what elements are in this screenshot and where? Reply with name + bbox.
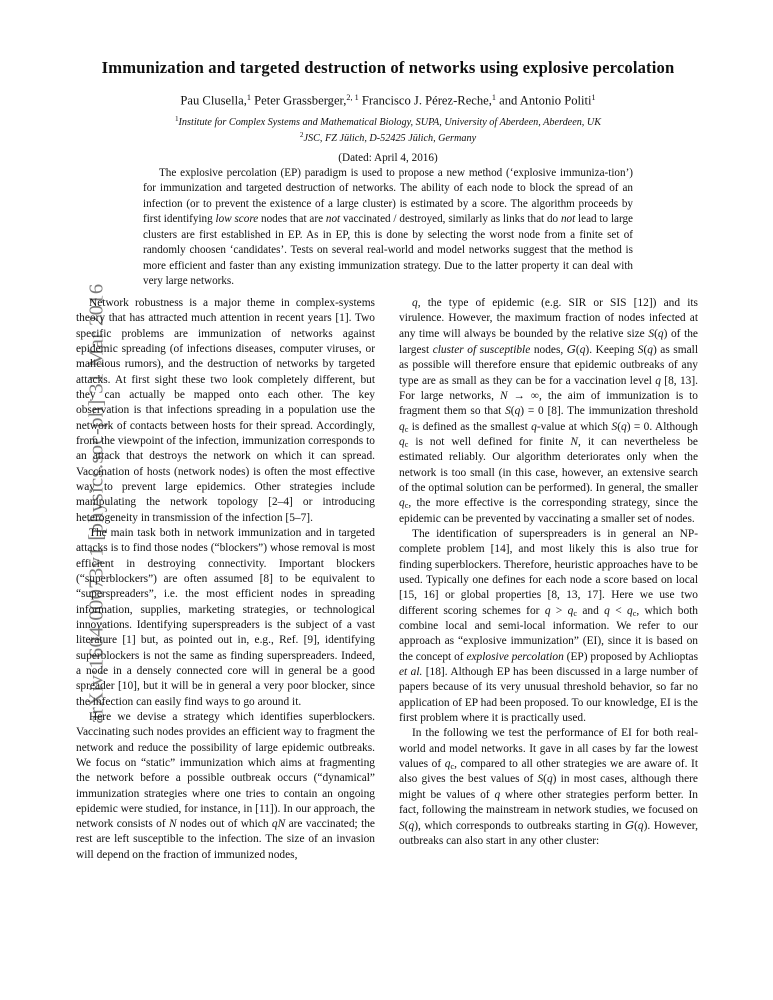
page-title: Immunization and targeted destruction of networks using explosive percolation: [101, 58, 675, 77]
paragraph: The main task both in network immunization and in targeted attacks is to find those nodes (“blockers”) whose removal is most efficient in destroying connectivity. Important blockers (“superblockers”) are often assumed [8] to be equivalent to “superspreaders”, i.e. the most efficient nodes in spreading information, supplies, marketing strategies, or technological innovations. Identifying superspreaders is the subject of a vast literature [1] but, as pointed out in, e.g., Ref. [9], identifying superblockers is not the same as finding superspreaders. Indeed, a node in a densely connected core will in general be a good spreader [10], but it will be in general a very poor blocker, since the infection can easily find ways to go around it.: [76, 526, 375, 708]
affiliation-2: $^2$JSC, FZ Jülich, D-52425 Jülich, Germany: [299, 131, 477, 145]
affiliation-1: $^1$Institute for Complex Systems and Mathematical Biology, SUPA, University of Aberdeen, Aberdeen, UK: [174, 114, 602, 128]
paragraph: Here we devise a strategy which identifies superblockers. Vaccinating such nodes provides an efficient way to fragment the network and reduce the possibility of large epidemic outbreaks. We focus on “static” immunization which aims at fragmenting the network before a possible outbreak occurs (“dynamical” immunization strategies where one tries to contain an ongoing epidemic were studied, for instance, in [11]). In our approach, the network consists of N nodes out of which qN are vaccinated; the rest are left susceptible to the infection. The size of an invasion will depend on the fraction of immunized nodes,: [76, 710, 375, 861]
author-list: Pau Clusella,$^1$ Peter Grassberger,$^{2, 1}$ Francisco J. Pérez-Reche,$^1$ and Antonio Politi$^1$: [180, 92, 596, 107]
paragraph: In the following we test the performance of EI for both real-world and model networks. It gave in all cases by far the lowest values of $q_c$, compared to all other strategies we are aware of. It also gives the best values of S(q) in most cases, although there might be values of q where other strategies perform better. In fact, following the mainstream in network studies, we focused on S(q), which corresponds to outbreaks starting in G(q). However, outbreaks can also start in any other cluster:: [399, 727, 699, 848]
paragraph: q, the type of epidemic (e.g. SIR or SIS [12]) and its virulence. However, the maximum fraction of nodes infected at any time will always be bounded by the relative size S(q) of the largest cluster of susceptible nodes, G(q). Keeping S(q) as small as possible will therefore ensure that epidemic outbreaks of any type are as small as they can be for a vaccination level q [8, 13]. For large networks, N → ∞, the aim of immunization is to fragment them so that S(q) = 0 [8]. The immunization threshold $q_c$ is defined as the smallest q-value at which S(q) = 0. Although $q_c$ is not well defined for finite N, it can nevertheless be estimated reliably. Our algorithm deteriorates only when the network is too small (in this case, however, an extensive search of the optimal solution can be performed). In general, the smaller $q_c$, the more effective is the corresponding strategy, since the epidemic can be prevented by vaccinating a smaller set of nodes.: [399, 297, 699, 525]
title-block: [78, 58, 698, 164]
body-columns: [76, 296, 698, 921]
right-column: [399, 296, 698, 921]
arxiv-identifier-stamp: arXiv:1604.00073v1 [physics.soc-ph] 31 Mar 2016: [85, 283, 108, 724]
paragraph: The identification of superspreaders is in general an NP-complete problem [14], and most likely this is also true for finding superblockers. Therefore, heuristic approaches have to be used. Typically one defines for each node a score based on local [15, 16] or global properties [8, 13, 17]. Here we use two different scoring schemes for $q > q_c$ and $q < q_c$, which both combine local and semi-local information. We refer to our approach as “explosive immunization” (EI), since it is based on the concept of explosive percolation (EP) proposed by Achlioptas et al. [18]. Although EP has been discussed in a large number of papers because of its very unusual threshold behavior, so far no application of EP had been proposed. To our knowledge, EI is the first problem where it is practically used.: [399, 527, 698, 724]
abstract-text: The explosive percolation (EP) paradigm is used to propose a new method (‘explosive immuniza-tion’) for immunization and targeted destruction of networks. The ability of each node to block the spread of an infection (or to prevent the existence of a large cluster) is estimated by a score. The algorithm proceeds by first identifying low score nodes that are not vaccinated / destroyed, similarly as links that do not lead to large clusters are first established in EP. As in EP, this is done by selecting the worst node from a finite set of randomly choosen ‘candidates’. Tests on several real-world and model networks suggest that the method is more efficient and faster than any existing immunization strategy. Due to the latter property it can deal with very large networks.: [143, 167, 634, 288]
dated-line: (Dated: April 4, 2016): [338, 151, 438, 164]
left-column: [76, 296, 375, 921]
paragraph: Network robustness is a major theme in complex-systems theory that has attracted much attention in recent years [1]. Two specific problems are immunization of networks against epidemic spreading (of infections diseases, computer viruses, or malicious rumors), and the destruction of networks by targeted attacks. At first sight these two look completely different, but they can actually be mapped onto each other. The key observation is that infections spreading in a population use the network of contacts between hosts for their spread. Accordingly, from the viewpoint of the infection, immunization corresponds to an attack that destroys the network on which it can spread. Vaccination of hosts (network nodes) is often the most effective way to prevent large epidemics. Other strategies include manipulating the network topology [2–4] or introducing heterogeneity in transmission of the infection [5–7].: [76, 297, 375, 524]
